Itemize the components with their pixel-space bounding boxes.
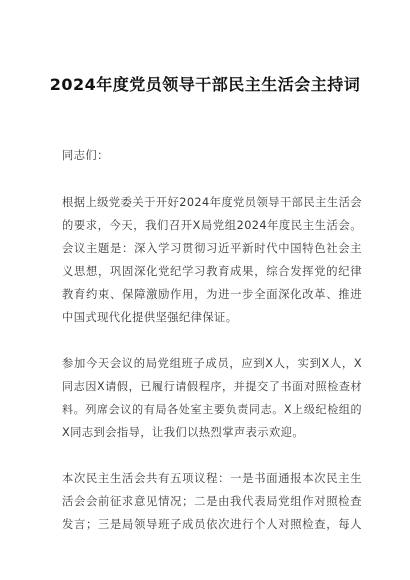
paragraph-1-line-4: 义思想，巩固深化党纪学习教育成果，综合发挥党的纪律: [62, 265, 362, 278]
paragraph-1-line-6: 中国式现代化提供坚强纪律保证。: [62, 311, 238, 324]
paragraph-3-line-3: 发言；三是局领导班子成员依次进行个人对照检查，每人: [62, 518, 362, 531]
paragraph-1-line-5: 教育约束、保障激励作用，为进一步全面深化改革、推进: [62, 288, 362, 301]
paragraph-1-line-3: 会议主题是：深入学习贯彻习近平新时代中国特色社会主: [62, 242, 362, 255]
paragraph-1-line-2: 的要求，今天，我们召开X局党组2024年度民主生活会。: [62, 219, 362, 232]
paragraph-2-line-4: X同志到会指导，让我们以热烈掌声表示欢迎。: [62, 426, 305, 439]
paragraph-2-line-3: 料。列席会议的有局各处室主要负责同志。X上级纪检组的: [62, 403, 362, 416]
paragraph-3-line-1: 本次民主生活会共有五项议程：一是书面通报本次民主生: [62, 472, 362, 485]
document-title: 2024年度党员领导干部民主生活会主持词: [49, 75, 361, 94]
paragraph-3-line-2: 活会会前征求意见情况；二是由我代表局党组作对照检查: [62, 495, 362, 508]
salutation: 同志们：: [62, 149, 109, 162]
paragraph-2-line-2: 同志因X请假，已履行请假程序，并提交了书面对照检查材: [62, 380, 362, 393]
paragraph-1-line-1: 根据上级党委关于开好2024年度党员领导干部民主生活会: [62, 196, 362, 209]
paragraph-2-line-1: 参加今天会议的局党组班子成员，应到X人，实到X人，X: [62, 357, 362, 370]
